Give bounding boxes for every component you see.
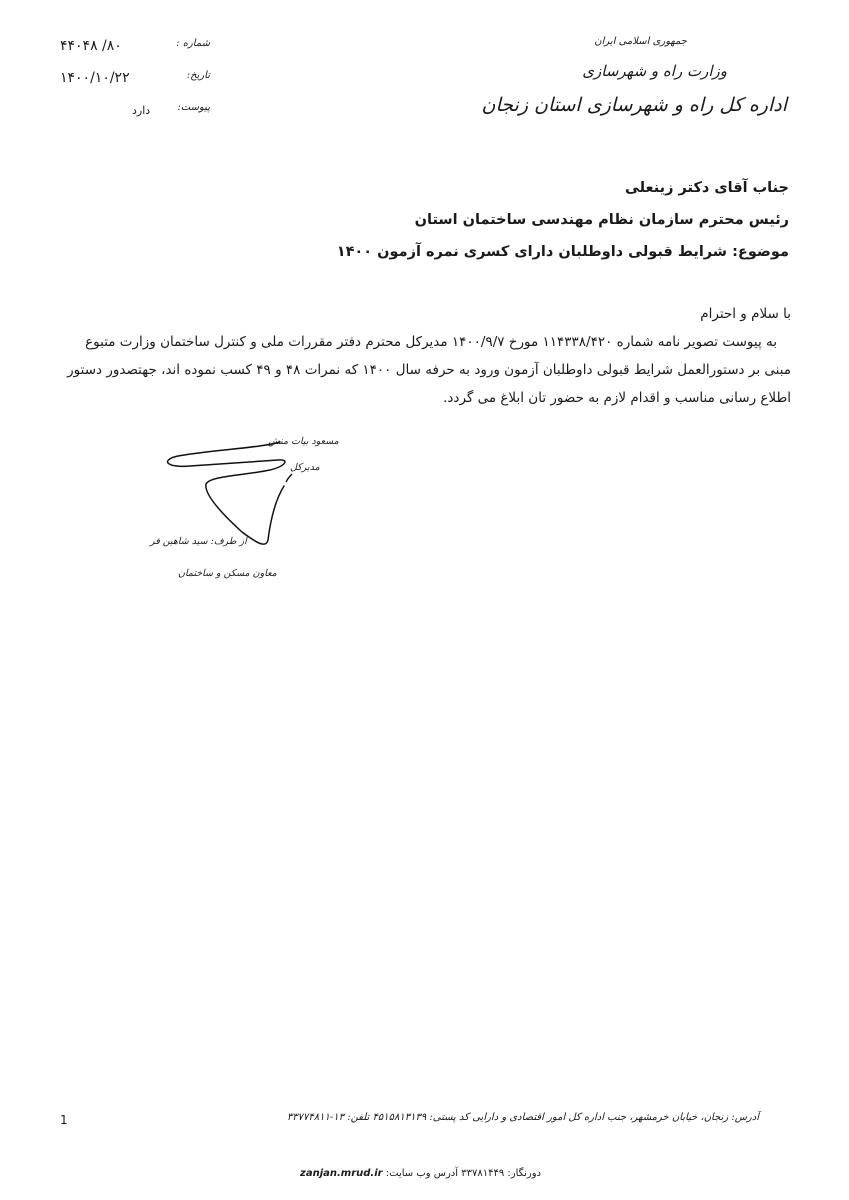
addressee-title: رئیس محترم سازمان نظام مهندسی ساختمان استان bbox=[414, 212, 789, 228]
meta-date-label: تاریخ: bbox=[186, 70, 210, 81]
body-paragraph: به پیوست تصویر نامه شماره ۱۱۴۳۳۸/۴۲۰ مورخ ۱۴۰۰/۹/۷ مدیرکل محترم دفتر مقررات ملی و کنترل ساختمان وزارت متبوع مبنی بر دستورالعمل شرایط قبولی داوطلبان آزمون ورود به حرفه سال ۱۴۰۰ که نمرات ۴۸ و ۴۹ کسب نموده اند، جهتصدور دستور اطلاع رسانی مناسب و اقدام لازم به حضور تان ابلاغ می گردد. bbox=[67, 334, 791, 406]
addressee-name: جناب آقای دکتر زینعلی bbox=[624, 180, 789, 196]
letterhead-ministry: وزارت راه و شهرسازی bbox=[582, 62, 727, 80]
letter-body bbox=[61, 300, 791, 412]
signature-on-behalf: از طرف: سید شاهین فر bbox=[150, 536, 247, 547]
letter-subject: موضوع: شرایط قبولی داوطلبان دارای کسری نمره آزمون ۱۴۰۰ bbox=[336, 244, 789, 260]
letterhead-country: جمهوری اسلامی ایران bbox=[594, 36, 687, 47]
signature-signer-name: مسعود بیات منش bbox=[268, 436, 339, 447]
meta-date-value: ۱۴۰۰/۱۰/۲۲ bbox=[60, 70, 130, 86]
meta-date-row bbox=[60, 70, 210, 102]
letterhead-department: اداره کل راه و شهرسازی استان زنجان bbox=[481, 94, 787, 116]
footer-fax: دورنگار: ۳۳۷۸۱۴۴۹ آدرس وب سایت: bbox=[385, 1168, 542, 1179]
page-number: 1 bbox=[60, 1113, 68, 1127]
meta-number-value: ۸۰/ ۴۴۰۴۸ bbox=[60, 38, 122, 54]
signature-block bbox=[150, 432, 350, 592]
addressee-block bbox=[269, 178, 789, 274]
footer-website-link[interactable]: zanjan.mrud.ir bbox=[300, 1168, 383, 1179]
meta-number-label: شماره : bbox=[176, 38, 210, 49]
meta-attachment-label: پیوست: bbox=[177, 102, 210, 113]
meta-attachment-row bbox=[60, 102, 210, 134]
footer-address: آدرس: زنجان، خیابان خرمشهر، جنب اداره کل امور اقتصادی و دارایی کد پستی: ۴۵۱۵۸۱۳۱۳۹ تلفن: ۱۳-۳۳۷۷۴۸۱۱ bbox=[286, 1112, 759, 1123]
letter-meta bbox=[60, 38, 210, 134]
signature-deputy: معاون مسکن و ساختمان bbox=[178, 568, 277, 579]
meta-number-row bbox=[60, 38, 210, 70]
meta-attachment-value: دارد bbox=[132, 104, 151, 117]
footer-contact bbox=[300, 1168, 541, 1179]
greeting: با سلام و احترام bbox=[700, 306, 791, 322]
signature-signer-role: مدیرکل bbox=[290, 462, 320, 473]
